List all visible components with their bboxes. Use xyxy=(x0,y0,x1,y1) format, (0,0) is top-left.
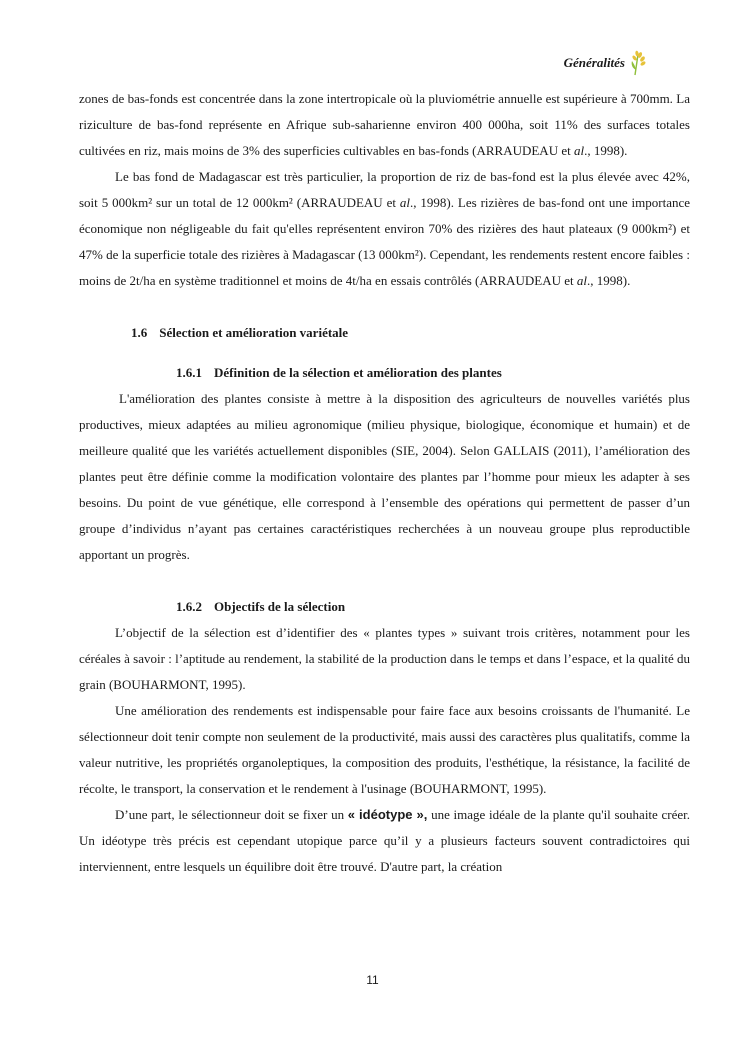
section-number: 1.6.1 xyxy=(176,365,202,380)
paragraph-bas-fonds xyxy=(79,86,690,164)
document-body xyxy=(79,86,690,880)
section-number: 1.6 xyxy=(131,325,148,340)
section-title: Définition de la sélection et amélioration des plantes xyxy=(214,365,502,380)
italic-text: al xyxy=(576,273,588,288)
paragraph-text: D’une part, le sélectionneur doit se fixer un xyxy=(115,807,348,822)
paragraph-objectif: L’objectif de la sélection est d’identifier des « plantes types » suivant trois critères, notamment pour les céréales à savoir : l’aptitude au rendement, la stabilité de la production dans le temps et dans l’espace, et la qualité du grain (BOUHARMONT, 1995). xyxy=(79,625,690,692)
section-heading-1-6-2 xyxy=(79,594,690,620)
italic-text: al xyxy=(573,143,585,158)
paragraph-madagascar xyxy=(79,164,690,294)
section-heading-1-6 xyxy=(79,320,690,346)
section-title: Sélection et amélioration variétale xyxy=(159,325,349,340)
paragraph-text: une image idéale de la plante qu'il souhaite créer. Un idéotype très précis est cependant utopique parce qu’il y a plusieurs facteurs souvent contradictoires qui interviennent, entre lesquels un équilibre doit être trouvé. D'autre part, la création xyxy=(79,807,691,874)
page-header xyxy=(564,50,647,76)
paragraph-text: zones de bas-fonds est concentrée dans la zone intertropicale où la pluviométrie annuelle est supérieure à 700mm. La riziculture de bas-fond représente en Afrique sub-saharienne environ 400 000ha, soit 11% des surfaces totales cultivées en riz, mais moins de 3% des superficies cultivables en bas-fonds (ARRAUDEAU et xyxy=(79,91,690,158)
paragraph-rendements: Une amélioration des rendements est indispensable pour faire face aux besoins croissants de l'humanité. Le sélectionneur doit tenir compte non seulement de la productivité, mais aussi des caractères plus qualitatifs, comme la valeur nutritive, les propriétés organoleptiques, la composition des produits, l'esthétique, la résistance, la facilité de récolte, le transport, la conservation et le rendement à l'usinage (BOUHARMONT, 1995). xyxy=(79,703,690,796)
rice-plant-icon xyxy=(629,50,647,76)
section-number: 1.6.2 xyxy=(176,599,202,614)
paragraph-definition: L'amélioration des plantes consiste à mettre à la disposition des agriculteurs de nouvelles variétés plus productives, mieux adaptées au milieu agronomique (milieu physique, biologique, économique et humain) et de meilleure qualité que les variétés actuellement disponibles (SIE, 2004). Selon GALLAIS (2011), l’amélioration des plantes peut être définie comme la modification volontaire des plantes par l’homme pour mieux les adapter à ses besoins. Du point de vue génétique, elle correspond à l’ensemble des opérations qui permettent de passer d’un groupe d’individus n’ayant pas certaines caractéristiques recherchées à un nouveau groupe plus reproductible apportant un progrès. xyxy=(79,391,690,562)
paragraph-text: ., 1998). Les rizières de bas-fond ont une importance économique non négligeable du fait qu'elles représentent environ 70% des rizières des haut plateaux (9 000km²) et 47% de la superficie totale des rizières à Madagascar (13 000km²). Cependant, les rendements restent encore faibles : moins de 2t/ha en système traditionnel et moins de 4t/ha en essais contrôlés (ARRAUDEAU et xyxy=(79,195,690,288)
section-heading-1-6-1 xyxy=(79,360,690,386)
paragraph-text: Le bas fond de Madagascar est très particulier, la proportion de riz de bas-fond est la plus élevée avec 42%, soit 5 000km² sur un total de 12 000km² (ARRAUDEAU et xyxy=(79,169,690,210)
page-number: 11 xyxy=(366,973,379,987)
paragraph-text-end: ., 1998). xyxy=(584,143,628,158)
bold-keyword: « idéotype », xyxy=(347,807,428,822)
paragraph-ideotype xyxy=(79,802,690,880)
section-title: Objectifs de la sélection xyxy=(214,599,346,614)
header-title: Généralités xyxy=(563,55,625,70)
italic-text: al xyxy=(399,195,411,210)
paragraph-text-end: ., 1998). xyxy=(587,273,631,288)
